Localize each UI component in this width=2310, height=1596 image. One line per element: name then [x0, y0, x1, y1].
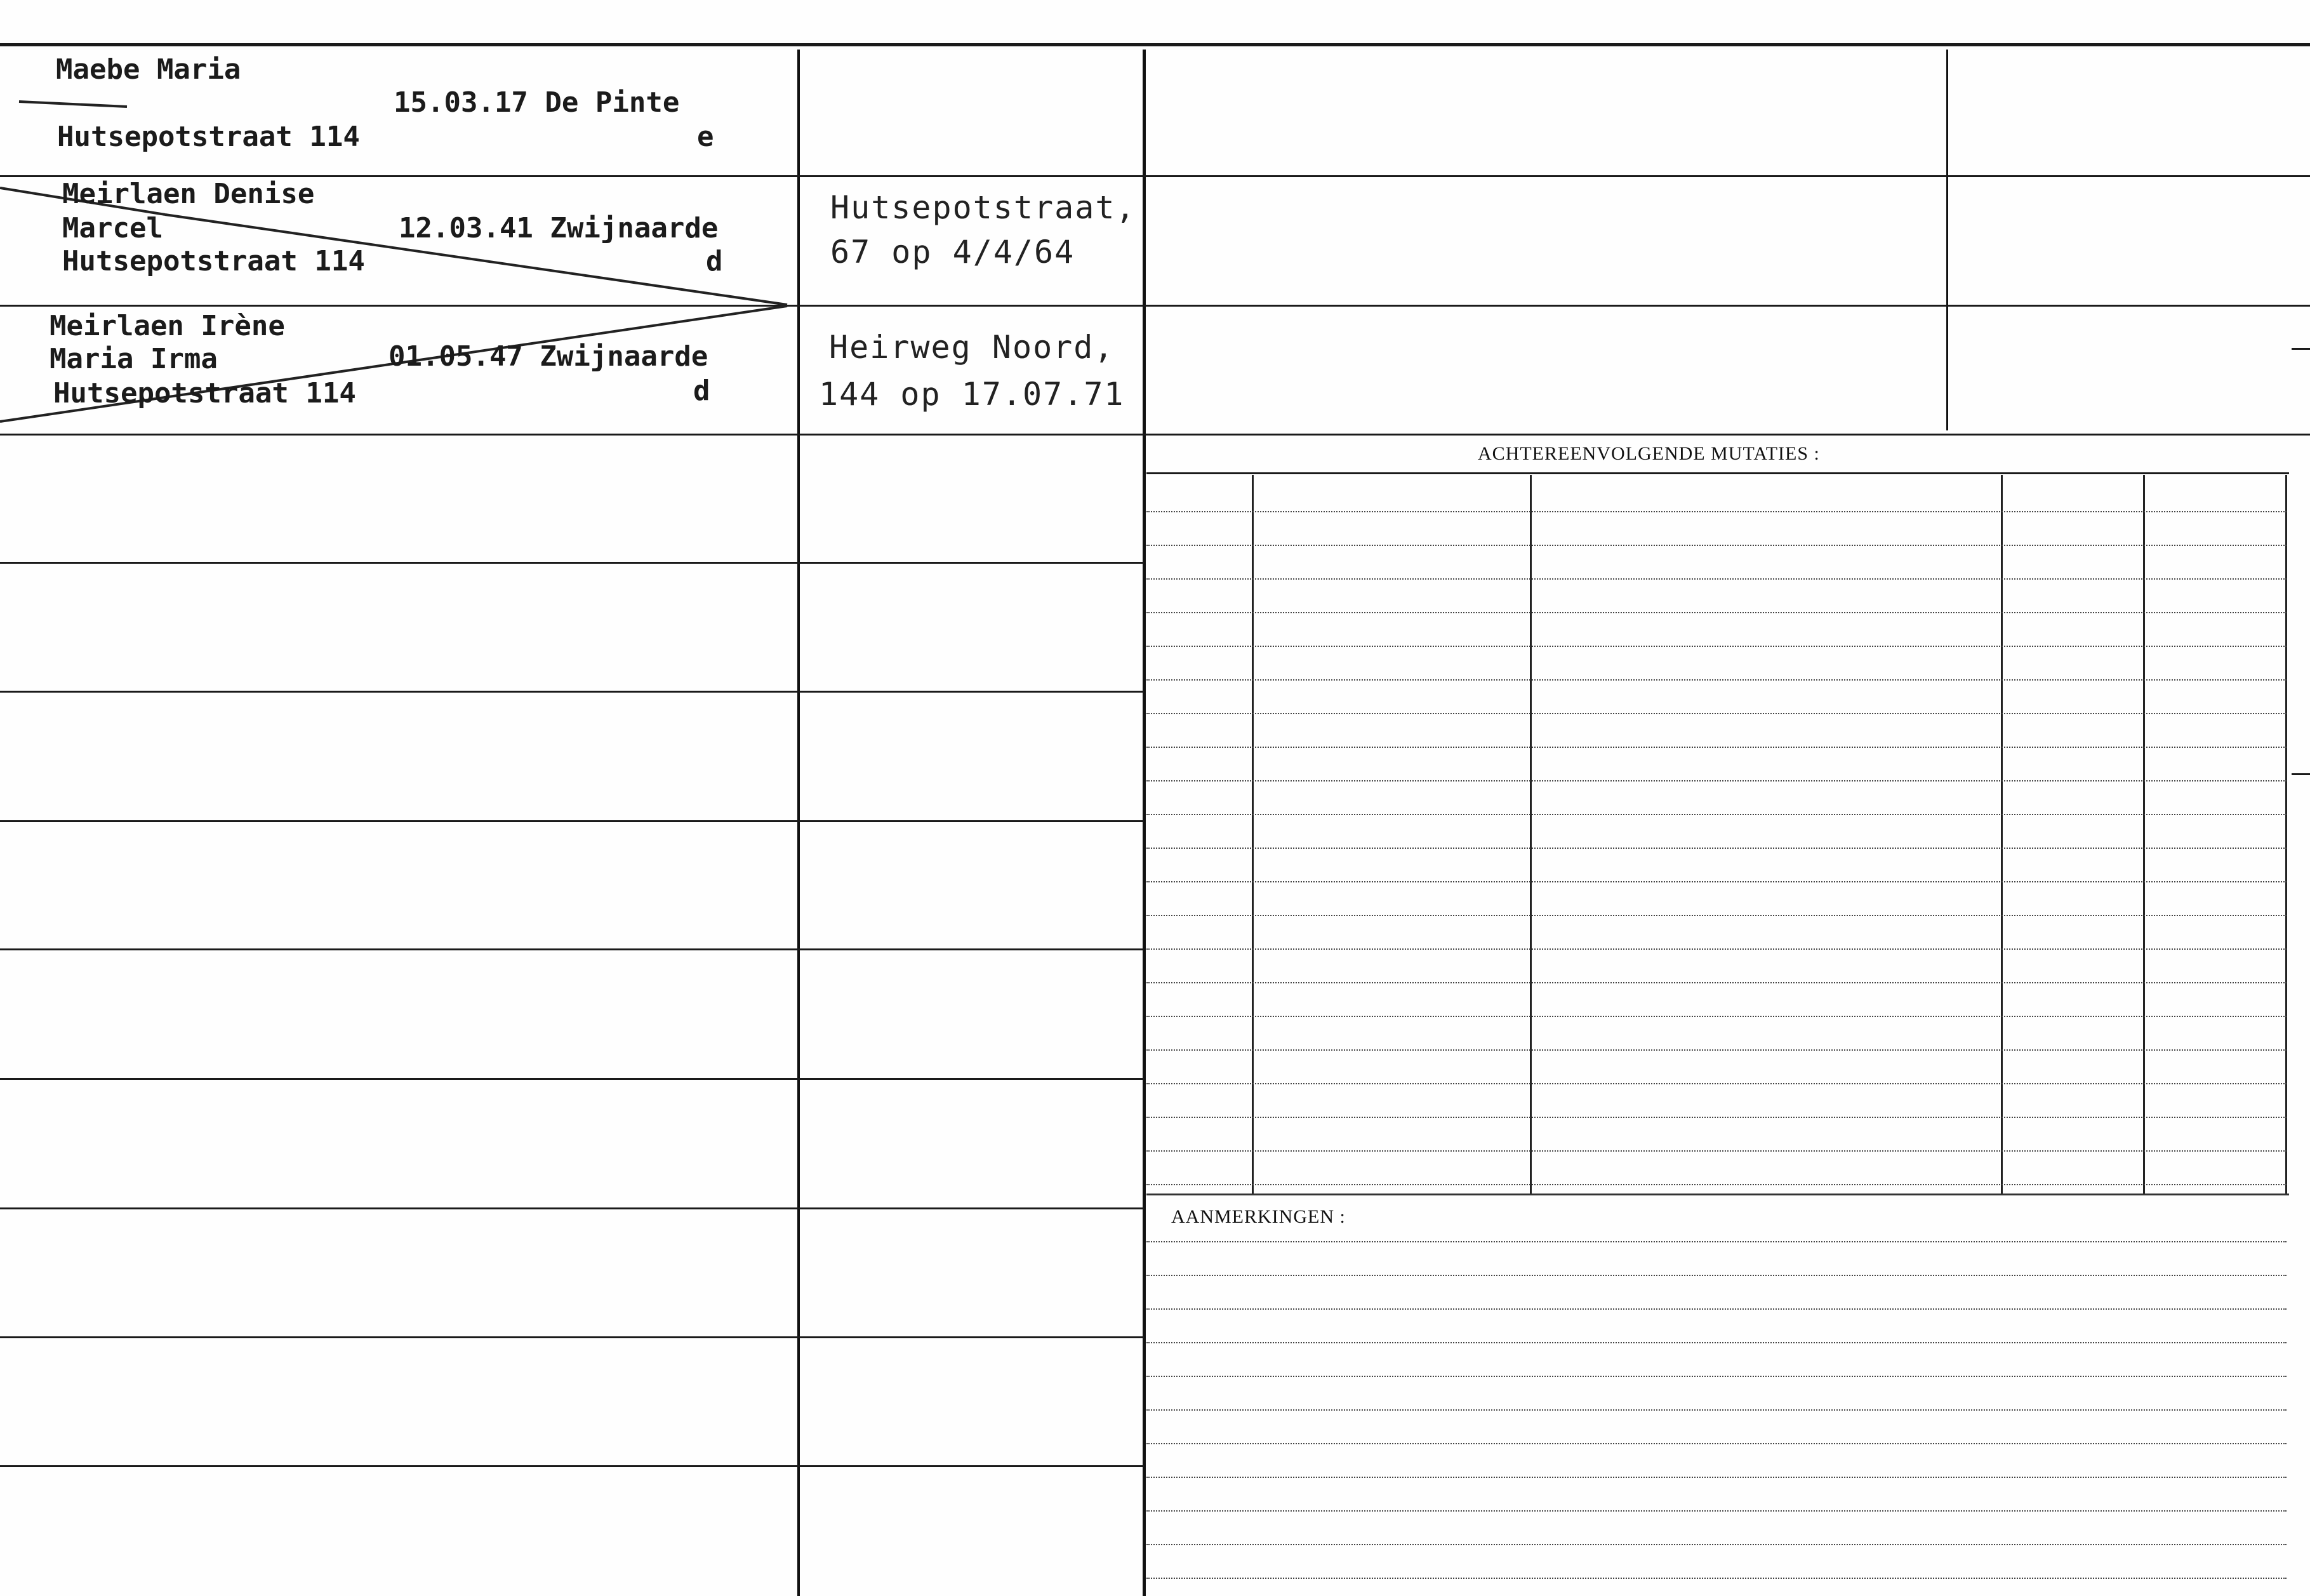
mutaties-heading: ACHTEREENVOLGENDE MUTATIES :: [1478, 443, 1820, 464]
entry-3-code: d: [693, 375, 710, 407]
entry-2-birth: 12.03.41 Zwijnaarde: [399, 212, 719, 244]
entry-1-code: e: [697, 121, 714, 153]
entry-2-address: Hutsepotstraat 114: [62, 245, 365, 277]
aanmerkingen-heading: AANMERKINGEN :: [1171, 1206, 1346, 1227]
entry-2-address-change: Hutsepotstraat, 67 op 4/4/64: [830, 189, 1136, 270]
entry-3-address-change: Heirweg Noord, 144 op 17.07.71: [819, 329, 1125, 413]
entry-1-birth: 15.03.17 De Pinte: [394, 86, 680, 119]
entry-3-birth: 01.05.47 Zwijnaarde: [388, 340, 708, 373]
entry-2-firstnames: Marcel: [62, 212, 163, 244]
entry-1-address: Hutsepotstraat 114: [57, 121, 360, 153]
entry-3-address: Hutsepotstraat 114: [53, 377, 356, 409]
entry-3-name: Meirlaen Irène: [50, 310, 285, 342]
entry-2-name: Meirlaen Denise: [62, 178, 315, 210]
entry-1-name: Maebe Maria: [56, 53, 241, 86]
entry-3-firstnames: Maria Irma: [50, 343, 218, 375]
strike-line-1: [19, 102, 127, 107]
entry-2-code: d: [706, 245, 723, 277]
